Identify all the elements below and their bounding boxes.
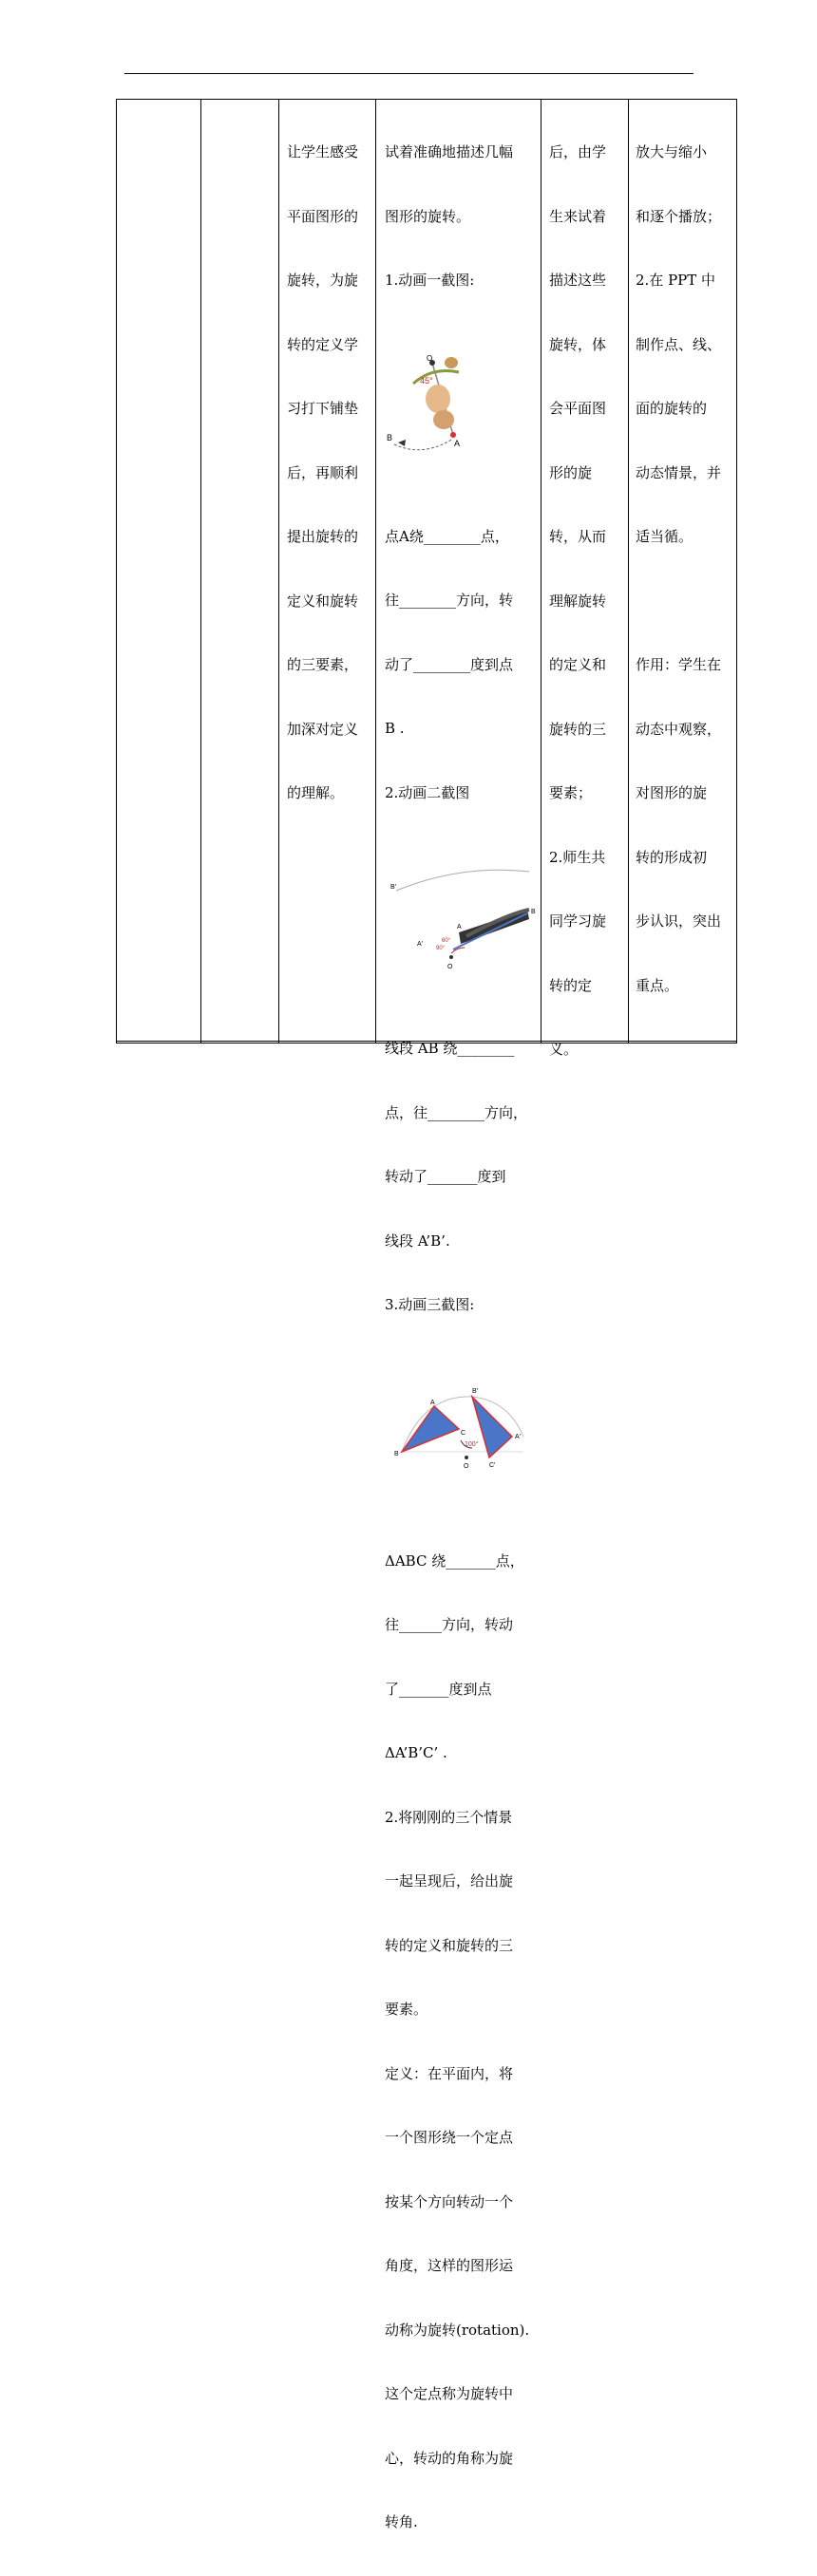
text-line: 点A绕________点， xyxy=(385,527,509,545)
text-line: 要素。 xyxy=(385,2001,428,2018)
media-effect-cell xyxy=(636,99,721,1039)
text-line: 转的定 xyxy=(549,976,593,994)
text-line: 作用：学生在 xyxy=(636,656,722,673)
text-line: 转，从而 xyxy=(549,528,607,545)
text-line: 理解旋转 xyxy=(549,592,607,610)
text-line: 旋转，为旋 xyxy=(287,272,359,289)
text-line: 3.动画三截图: xyxy=(385,1296,475,1313)
teaching-activity-cell xyxy=(385,99,537,2576)
text-line: 平面图形的 xyxy=(287,207,359,225)
angle-label: 45° xyxy=(420,376,433,385)
triangle-a-prime-b-prime-c-prime xyxy=(472,1397,512,1457)
text-line: 2.在 PPT 中 xyxy=(636,272,716,289)
text-line: 动态中观察， xyxy=(636,720,722,738)
label-b: B xyxy=(394,1451,399,1457)
text-line: 描述这些 xyxy=(549,272,607,289)
text-line: 面的旋转的 xyxy=(636,400,708,417)
definition-line: 定义：在平面内，将 xyxy=(385,2064,514,2082)
text-line: 让学生感受 xyxy=(287,143,359,160)
student-activity-cell xyxy=(549,99,606,1103)
text-line: 1.动画一截图: xyxy=(385,272,475,289)
text-line: 转动了_______度到 xyxy=(385,1168,506,1185)
text-line: 2.师生共 xyxy=(549,848,606,866)
text-line: 的理解。 xyxy=(287,784,345,801)
column-divider xyxy=(116,99,117,1044)
triangle-abc xyxy=(402,1406,459,1452)
wiper-blade-icon xyxy=(459,910,529,944)
angle-label: 100° xyxy=(465,1441,479,1448)
monkey-icon xyxy=(445,357,458,368)
point-a xyxy=(450,432,456,438)
text-line: 试着准确地描述几幅 xyxy=(385,143,514,160)
label-b-prime: B′ xyxy=(390,883,396,891)
label-c-prime: C′ xyxy=(489,1462,496,1469)
definition-line: 按某个方向转动一个 xyxy=(385,2192,514,2210)
label-b: B xyxy=(531,908,536,915)
text-line: 旋转，体 xyxy=(549,335,607,353)
monkey-body-icon xyxy=(426,385,450,413)
text-line: 义。 xyxy=(549,1041,579,1058)
text-line: 放大与缩小 xyxy=(636,143,708,160)
animation-two-figure xyxy=(385,868,537,974)
text-line: 线段 AB 绕________ xyxy=(385,1040,515,1057)
column-divider xyxy=(628,99,629,1044)
lesson-table xyxy=(116,99,737,2530)
text-line: 生来试着 xyxy=(549,207,607,225)
animation-one-figure xyxy=(385,355,527,461)
label-b-prime: B′ xyxy=(472,1388,478,1395)
text-line: 形的旋 xyxy=(549,463,593,481)
text-line: ΔA’B’C’ . xyxy=(385,1744,447,1761)
text-line: 线段 A’B’. xyxy=(385,1232,450,1250)
text-line: 习打下铺垫 xyxy=(287,400,359,417)
design-intent-cell xyxy=(287,99,358,847)
monkey-legs-icon xyxy=(433,410,454,429)
text-line: 加深对定义 xyxy=(287,720,359,738)
text-line: 了_______度到点 xyxy=(385,1680,492,1698)
text-line: 重点。 xyxy=(636,976,679,994)
text-line: 制作点、线、 xyxy=(636,335,722,353)
label-b: B xyxy=(387,433,393,442)
text-line: 动了________度到点 xyxy=(385,655,514,673)
text-line: 后，再顺利 xyxy=(287,463,359,481)
text-line: 动态情景，并 xyxy=(636,463,722,481)
label-o: O xyxy=(447,963,453,970)
label-c: C xyxy=(461,1430,466,1437)
label-a: A xyxy=(454,439,461,448)
column-divider xyxy=(375,99,376,1044)
text-line: ΔABC 绕_______点， xyxy=(385,1551,524,1570)
text-line: 会平面图 xyxy=(549,400,607,417)
text-line: 转的定义和旋转的三 xyxy=(385,1936,514,1954)
text-line: 对图形的旋 xyxy=(636,784,708,801)
definition-line: 这个定点称为旋转中 xyxy=(385,2385,514,2402)
text-line: 图形的旋转。 xyxy=(385,207,471,225)
rotation-arc xyxy=(396,870,529,891)
text-line: 一起呈现后，给出旋 xyxy=(385,1872,514,1890)
text-line: 点，往________方向， xyxy=(385,1103,528,1121)
column-divider xyxy=(200,99,201,1044)
label-a: A xyxy=(430,1400,435,1406)
angle-label: 90° xyxy=(436,945,446,951)
label-o: O xyxy=(464,1463,469,1470)
text-line xyxy=(636,591,721,612)
label-a-prime: A′ xyxy=(515,1434,521,1440)
column-divider xyxy=(541,99,542,1044)
text-line: 要素； xyxy=(549,784,593,801)
text-line: 适当循。 xyxy=(636,528,694,545)
definition-line: 一个图形绕一个定点 xyxy=(385,2129,514,2146)
label-a-prime: A′ xyxy=(417,940,423,948)
text-line: 旋转的三 xyxy=(549,720,607,738)
definition-line: 心，转动的角称为旋 xyxy=(385,2449,514,2467)
definition-line: 角度，这样的图形运 xyxy=(385,2257,514,2274)
center-point xyxy=(449,955,453,959)
animation-three-figure xyxy=(385,1380,537,1486)
text-line: 转的形成初 xyxy=(636,848,708,866)
column-divider xyxy=(278,99,279,1044)
column-divider xyxy=(736,99,737,1044)
text-line: 后，由学 xyxy=(549,143,607,160)
arrow-head-icon xyxy=(398,440,406,446)
text-line: 定义和旋转 xyxy=(287,592,359,610)
text-line: 转的定义学 xyxy=(287,335,359,353)
header-rule xyxy=(124,73,694,74)
text-line: 2.动画二截图 xyxy=(385,783,470,801)
center-point xyxy=(465,1456,468,1459)
text-line: 提出旋转的 xyxy=(287,528,359,545)
text-line: 同学习旋 xyxy=(549,912,607,930)
label-o: O xyxy=(427,354,433,363)
label-a: A xyxy=(457,923,462,931)
text-line: 往______方向，转动 xyxy=(385,1616,514,1633)
text-line: 和逐个播放； xyxy=(636,207,722,225)
text-line: 的定义和 xyxy=(549,656,607,673)
text-line: 2.将刚刚的三个情景 xyxy=(385,1808,513,1826)
definition-line: 动称为旋转(rotation). xyxy=(385,2321,530,2339)
text-line: 往________方向，转 xyxy=(385,592,514,609)
angle-label: 60° xyxy=(442,937,451,944)
definition-line: 转角. xyxy=(385,2513,418,2530)
text-line: B . xyxy=(385,720,405,737)
text-line: 步认识，突出 xyxy=(636,912,722,930)
text-line: 的三要素， xyxy=(287,656,359,673)
